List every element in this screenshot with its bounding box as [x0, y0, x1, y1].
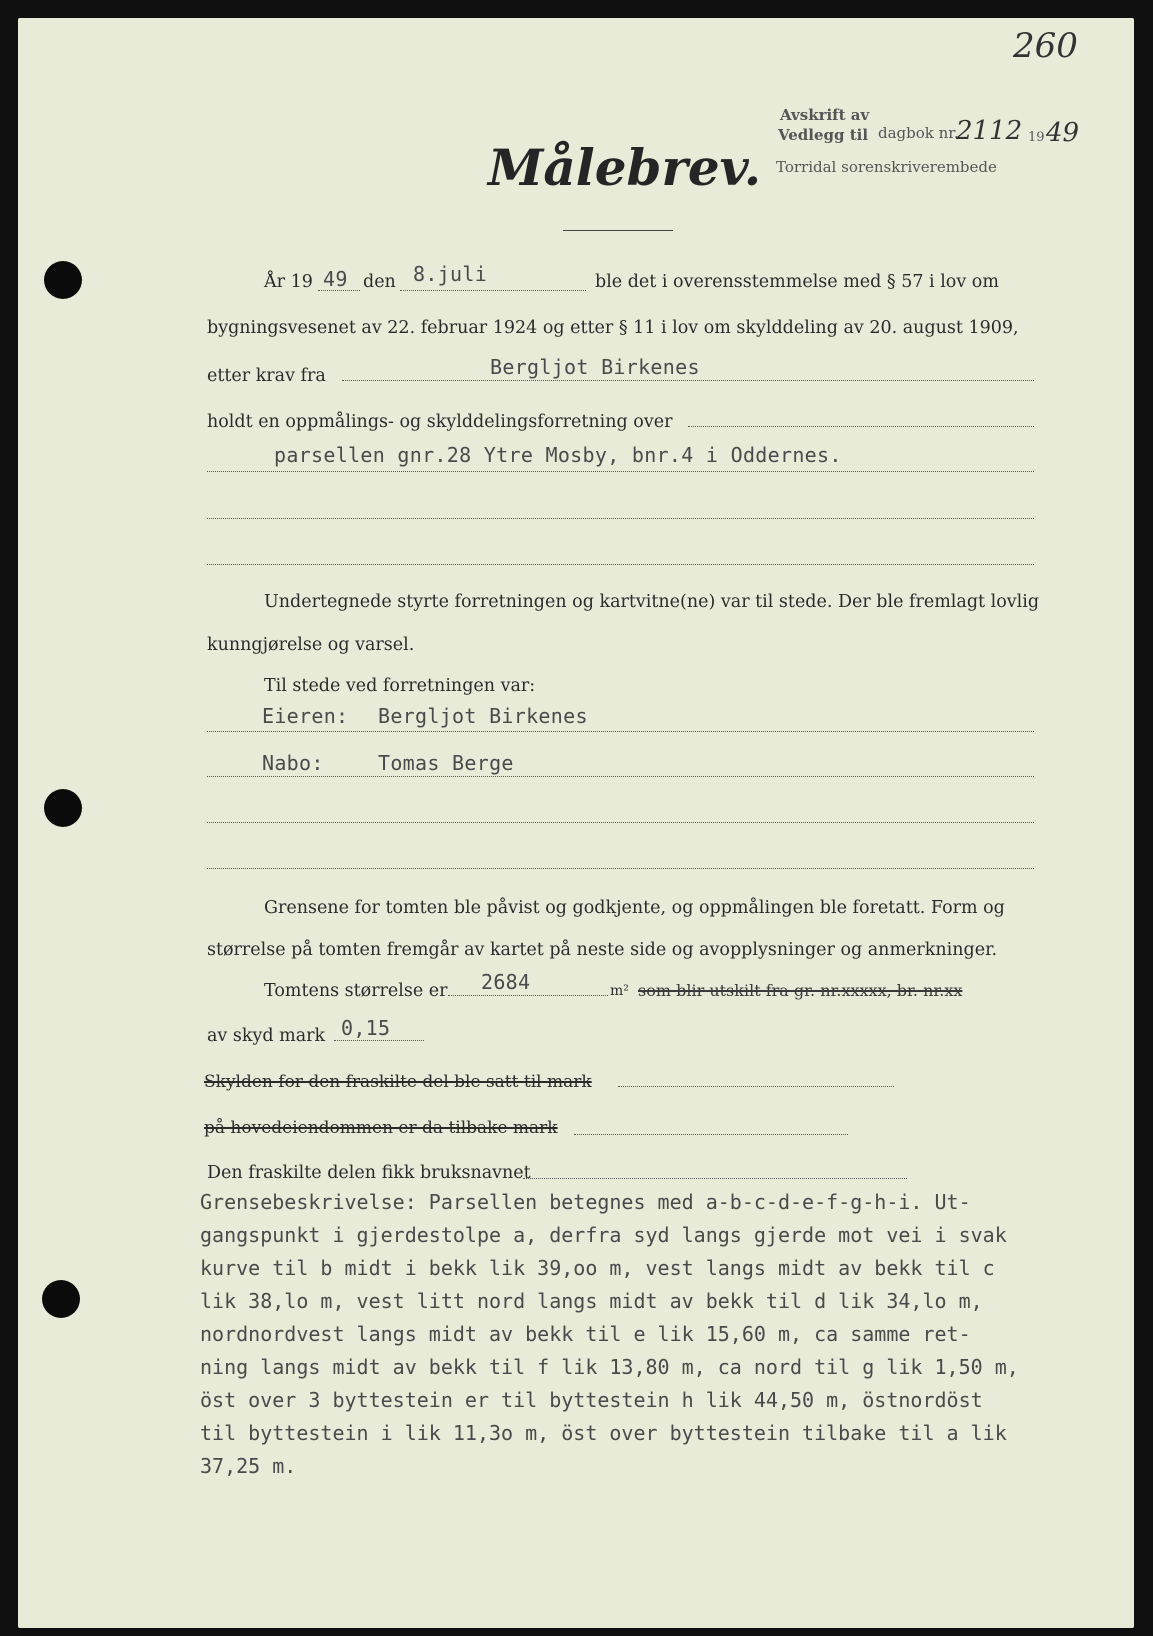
struck-skylden: Skylden for den fraskilte del ble satt til mark [204, 1072, 592, 1092]
undertegnede-line1: Undertegnede styrte forretningen og kartvitne(ne) var til stede. Der ble fremlagt lovlig [264, 592, 1040, 612]
description-line: ning langs midt av bekk til f lik 13,80 m, ca nord til g lik 1,50 m, [200, 1355, 1019, 1379]
undertegnede-line2: kunngjørelse og varsel. [207, 635, 415, 655]
holdt-label: holdt en oppmålings- og skylddelingsforretning over [207, 412, 673, 432]
boundary-description [200, 1186, 1019, 1483]
title-divider [563, 230, 673, 231]
document-page [18, 18, 1134, 1628]
struck-hovedeiendom: på hovedeiendommen er da tilbake mark [204, 1118, 558, 1138]
description-line: Grensebeskrivelse: Parsellen betegnes med a-b-c-d-e-f-g-h-i. Ut- [200, 1190, 971, 1214]
punch-hole [44, 789, 82, 827]
eier-label: Eieren: [262, 704, 349, 728]
description-line: lik 38,lo m, vest litt nord langs midt av bekk til d lik 34,lo m, [200, 1289, 983, 1313]
grensene-line2: størrelse på tomten fremgår av kartet på neste side og avopplysninger og anmerkninger. [207, 940, 998, 960]
description-line: 37,25 m. [200, 1454, 297, 1478]
size-label: Tomtens størrelse er [264, 981, 448, 1001]
krav-label: etter krav fra [207, 366, 326, 386]
stamp-year-label: 19 [1028, 130, 1045, 145]
stamp-line1: Avskrift av [780, 106, 870, 124]
parcel-text: parsellen gnr.28 Ytre Mosby, bnr.4 i Oddernes. [274, 443, 842, 467]
stamp-dagbok-number: 2112 [956, 116, 1023, 146]
size-unit: m² [610, 983, 629, 999]
den-label: den [363, 272, 396, 292]
description-line: nordnordvest langs midt av bekk til e lik 15,60 m, ca samme ret- [200, 1322, 971, 1346]
nabo-label: Nabo: [262, 751, 324, 775]
skyld-label: av skyd mark [207, 1026, 326, 1046]
year-label: År 19 [264, 272, 313, 292]
intro-text-1: ble det i overensstemmelse med § 57 i lov om [595, 272, 999, 292]
date-value: 8.juli [413, 262, 488, 286]
intro-text-2: bygningsvesenet av 22. februar 1924 og etter § 11 i lov om skylddeling av 20. august 1909, [207, 318, 1019, 338]
description-line: til byttestein i lik 11,3o m, öst over byttestein tilbake til a lik [200, 1421, 1007, 1445]
punch-hole [44, 261, 82, 299]
description-line: gangspunkt i gjerdestolpe a, derfra syd langs gjerde mot vei i svak [200, 1223, 1007, 1247]
page-number: 260 [1013, 26, 1078, 66]
grensene-line1: Grensene for tomten ble påvist og godkjente, og oppmålingen ble foretatt. Form og [264, 898, 1005, 918]
punch-hole [42, 1280, 80, 1318]
bruksnavn-label: Den fraskilte delen fikk bruksnavnet [207, 1163, 531, 1183]
size-value: 2684 [481, 970, 531, 994]
skyld-value: 0,15 [341, 1016, 391, 1040]
struck-utskilt: som blir utskilt fra gr. nr.xxxxx, br. nr.xx [638, 981, 963, 1000]
description-line: öst over 3 byttestein er til byttestein h lik 44,50 m, östnordöst [200, 1388, 983, 1412]
year-value: 49 [323, 267, 348, 291]
stamp-office: Torridal sorenskriverembede [776, 158, 997, 176]
page-title: Målebrev. [488, 138, 762, 197]
stamp-dagbok-label: dagbok nr. [878, 124, 959, 142]
stamp-year-value: 49 [1046, 118, 1080, 148]
present-label: Til stede ved forretningen var: [264, 676, 536, 696]
description-line: kurve til b midt i bekk lik 39,oo m, vest langs midt av bekk til c [200, 1256, 995, 1280]
krav-name: Bergljot Birkenes [490, 355, 700, 379]
nabo-name: Tomas Berge [378, 751, 514, 775]
stamp-line2: Vedlegg til [778, 126, 869, 144]
eier-name: Bergljot Birkenes [378, 704, 588, 728]
